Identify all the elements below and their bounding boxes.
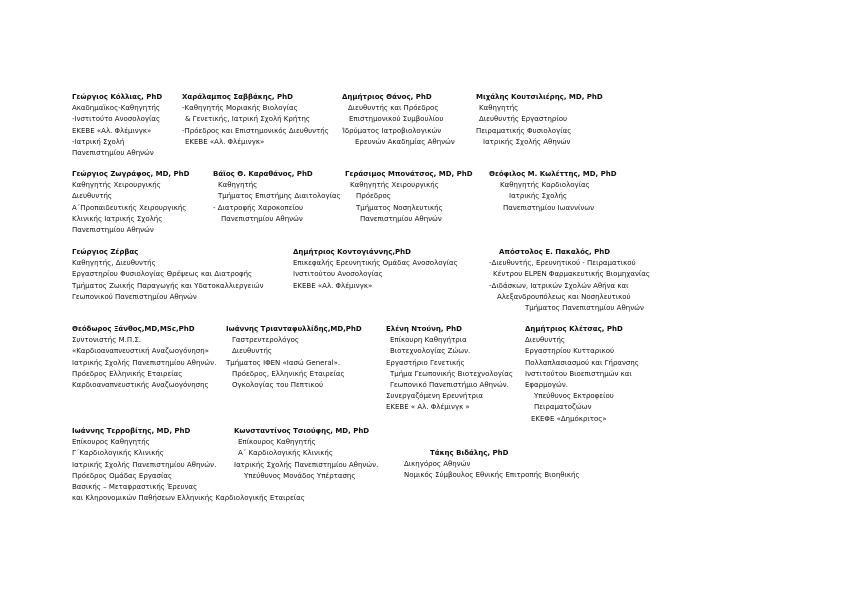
person-line: Βασικής – Μεταφραστικής Έρευνας xyxy=(72,483,198,492)
person-line: Ακαδημαϊκος-Καθηγητής xyxy=(72,104,160,113)
person-line: Καθηγητής xyxy=(218,181,258,190)
person-card-kollias xyxy=(72,92,162,159)
person-card-kontogiannis xyxy=(293,247,458,292)
person-card-zervas xyxy=(72,247,264,303)
person-line: Συντονιστής Μ.Π.Σ. xyxy=(72,336,141,345)
person-line: ΕΚΕΒΕ «Αλ. Φλέμινγκ» xyxy=(185,137,265,146)
person-line: Πολλαπλασιασμού και Γήρανσης xyxy=(525,358,639,367)
person-card-vidalis xyxy=(404,448,580,482)
person-line: και Κληρονομικών Παθήσεων Ελληνικής Καρδιολογικής Εταιρείας xyxy=(72,494,305,503)
person-line: -Καθηγητής Μοριακής Βιολογίας xyxy=(182,104,298,113)
person-name: Γεώργιος Ζέρβας xyxy=(72,248,139,256)
person-line: Καθηγητής Χειρουργικής xyxy=(350,181,439,190)
person-name: Δημήτριος Κλέτσας, PhD xyxy=(525,325,623,333)
person-line: Επίκουρος Καθηγητής xyxy=(72,438,150,447)
person-line: Πρόεδρος Ομάδας Εργασίας xyxy=(72,471,173,480)
person-line: Πανεπιστημίου Αθηνών xyxy=(72,149,154,158)
person-line: Γαστρεντερολόγος xyxy=(232,336,299,345)
person-name: Κωνσταντίνος Τσιούφης, MD, PhD xyxy=(234,427,370,435)
person-line: Τμήματος ΙΦΕΝ «Ιασώ General». xyxy=(226,358,341,367)
person-card-savvakis xyxy=(182,92,329,148)
person-line: Διευθυντής Εργαστηρίου xyxy=(479,115,568,124)
person-line: Δικηγόρος Αθηνών xyxy=(404,460,471,469)
person-line: «Καρδιοαναπνευστική Αναζωογόνηση» xyxy=(72,347,209,356)
person-line: Ογκολογίας του Πεπτικού xyxy=(232,381,324,390)
person-name: Γεώργιος Κόλλιας, PhD xyxy=(72,93,163,101)
person-line: ΕΚΕΒΕ «Αλ. Φλέμινγκ» xyxy=(72,126,152,135)
person-card-kolettis xyxy=(489,169,617,214)
person-line: Εργαστηρίου Κυτταρικού xyxy=(525,347,615,356)
person-card-bonatsos xyxy=(345,169,473,225)
person-line: Καθηγητής Χειρουργικής xyxy=(72,181,161,190)
person-line: Πανεπιστημίου Ιωαννίνων xyxy=(503,203,595,212)
person-line: Τμήματος Πανεπιστημίου Αθηνών xyxy=(525,304,644,313)
person-line: & Γενετικής, Ιατρική Σχολή Κρήτης xyxy=(185,115,311,124)
person-line: Γεωπονικό Πανεπιστήμιο Αθηνών. xyxy=(390,381,509,390)
person-name: Ιωάννης Τερροβίτης, MD, PhD xyxy=(72,427,191,435)
person-card-triantafillidis xyxy=(226,324,362,391)
person-line: Διευθυντής xyxy=(525,336,565,345)
person-name: Δημήτριος Κοντογιάννης,PhD xyxy=(293,248,411,256)
person-line: Ινστιτούτου Ανοσολογίας xyxy=(293,270,383,279)
person-line: Ερευνών Ακαδημίας Αθηνών xyxy=(355,137,455,146)
person-line: -Πρόεδρος και Επιστημονικός Διευθυντής xyxy=(182,126,329,135)
person-line: Ιατρικής Σχολής Αθηνών xyxy=(483,137,571,146)
person-line: Τμήμα Γεωπονικής Βιοτεχνολογίας xyxy=(390,369,514,378)
person-card-pakalos xyxy=(489,247,650,314)
person-line: Βιοτεχνολογίας Ζώων. xyxy=(390,347,471,356)
person-line: Ιατρικής Σχολής Πανεπιστημίου Αθηνών. xyxy=(72,358,217,367)
person-line: Καθηγητής xyxy=(479,104,519,113)
person-name: Ιωάννης Τριανταφυλλίδης,MD,PhD xyxy=(226,325,362,333)
person-name: Χαράλαμπος Σαββάκης, PhD xyxy=(182,93,293,101)
person-line: Γ΄Καρδιολογικής Κλινικής xyxy=(72,449,164,458)
person-line: -Διδάσκων, Ιατρικών Σχολών Αθήνα και xyxy=(489,281,629,290)
person-line: Πρόεδρος xyxy=(356,192,391,201)
person-line: Ινστιτούτου Βιοεπιστημών και xyxy=(525,369,632,378)
person-line: Ίδρύματος Ιατροβιολογικών xyxy=(342,126,442,135)
person-name: Θεόδωρος Ξάνθος,MD,MSc,PhD xyxy=(72,325,195,333)
person-line: Εργαστηρίου Φυσιολογίας Θρέψεως και Διατροφής xyxy=(72,270,253,279)
person-line: Διευθυντής xyxy=(232,347,272,356)
person-line: Υπεύθυνος Εκτροφείου xyxy=(534,392,614,401)
person-line: Καθηγητής, Διευθυντής xyxy=(72,259,156,268)
person-line: Καρδιοαναπνευστικής Αναζωογόνησης xyxy=(72,381,209,390)
person-line: ΕΚΕΦΕ «Δημόκριτος» xyxy=(531,414,607,423)
person-card-thanos xyxy=(342,92,455,148)
person-name: Μιχάλης Κουτσιλιέρης, MD, PhD xyxy=(476,93,603,101)
person-line: Επικεφαλής Ερευνητικής Ομάδας Ανοσολογίας xyxy=(293,259,458,268)
person-line: ΕΚΕΒΕ « Αλ. Φλέμινγκ » xyxy=(386,403,470,412)
person-line: Καθηγητής Καρδιολογίας xyxy=(500,181,590,190)
person-card-kletsas xyxy=(525,324,639,425)
person-line: Κέντρου ELPEN Φαρμακευτικής Βιομηχανίας xyxy=(493,270,651,279)
person-line: Εφαρμογών. xyxy=(525,381,568,390)
person-line: Επίκουρη Καθηγήτρια xyxy=(390,336,467,345)
person-line: Νομικός Σύμβουλος Εθνικής Επιτροπής Βιοηθικής xyxy=(404,471,580,480)
person-line: Πειραματικής Φυσιολογίας xyxy=(476,126,572,135)
person-card-ntouni xyxy=(386,324,513,414)
person-line: -Ινστιτούτο Ανοσολογίας xyxy=(72,115,161,124)
person-line: Διευθυντής και Πρόεδρος xyxy=(348,104,439,113)
person-line: Εργαστήριο Γενετικής xyxy=(386,358,465,367)
person-line: Πρόεδρος, Ελληνικής Εταιρείας xyxy=(232,369,345,378)
person-line: Γεωπονικού Πανεπιστημίου Αθηνών xyxy=(72,292,197,301)
person-name: Βάϊος Θ. Καραθάνος, PhD xyxy=(213,170,313,178)
person-line: Πειραματοζώων xyxy=(534,403,592,412)
person-card-tsiofis xyxy=(234,426,378,482)
person-line: Τμήματος Επιστήμης Διαιτολογίας xyxy=(218,192,341,201)
person-line: Πανεπιστημίου Αθηνών xyxy=(72,226,154,235)
person-line: Τμήματος Ζωικής Παραγωγής και Υδατοκαλλιεργειών xyxy=(72,281,264,290)
person-line: Επιστημονικού Συμβουλίου xyxy=(349,115,444,124)
person-line: Διευθυντής xyxy=(72,192,112,201)
person-name: Απόστολος Ε. Πακαλός, PhD xyxy=(499,248,611,256)
person-line: -Διευθυντής, Ερευνητικού - Πειραματικού xyxy=(489,259,636,268)
person-line: Ιατρικής Σχολής Πανεπιστημίου Αθηνών. xyxy=(72,460,217,469)
person-line: - Διατροφής Χαροκοπείου xyxy=(213,203,304,212)
person-name: Ελένη Ντούνη, PhD xyxy=(386,325,462,333)
person-line: Πανεπιστημίου Αθηνών xyxy=(221,214,303,223)
person-line: Πρόεδρος Ελληνικής Εταιρείας xyxy=(72,369,183,378)
person-line: Υπεύθυνος Μονάδος Υπέρτασης xyxy=(244,471,356,480)
person-line: ΕΚΕΒΕ «Αλ. Φλέμινγκ» xyxy=(293,281,373,290)
person-line: Ιατρικής Σχολής Πανεπιστημίου Αθηνών. xyxy=(234,460,379,469)
person-name: Γεράσιμος Μπονάτσος, MD, PhD xyxy=(345,170,473,178)
person-line: -Ιατρική Σχολή xyxy=(72,137,125,146)
person-name: Τάκης Βιδάλης, PhD xyxy=(430,449,509,457)
person-name: Θεόφιλος Μ. Κωλέττης, MD, PhD xyxy=(489,170,617,178)
person-line: Συνεργαζόμενη Ερευνήτρια xyxy=(386,392,483,401)
person-card-zografos xyxy=(72,169,189,236)
person-line: Α΄ Καρδιολογικής Κλινικής xyxy=(238,449,333,458)
person-line: Τμήματος Νοσηλευτικής xyxy=(356,203,443,212)
person-card-xanthos xyxy=(72,324,216,391)
person-line: Α΄Προπαιδευτικής Χειρουργικής xyxy=(72,203,187,212)
person-name: Γεώργιος Ζωγράφος, MD, PhD xyxy=(72,170,190,178)
person-line: Κλινικής Ιατρικής Σχολής xyxy=(72,214,163,223)
person-line: Επίκουρος Καθηγητής xyxy=(238,438,316,447)
person-line: Αλεξανδρουπόλεως και Νοσηλευτικού xyxy=(497,292,631,301)
person-card-karathanos xyxy=(213,169,341,225)
person-line: Ιατρικής Σχολής xyxy=(509,192,568,201)
person-line: Πανεπιστημίου Αθηνών xyxy=(360,214,442,223)
person-card-koutsilieris xyxy=(476,92,603,148)
person-name: Δημήτριος Θάνος, PhD xyxy=(342,93,432,101)
